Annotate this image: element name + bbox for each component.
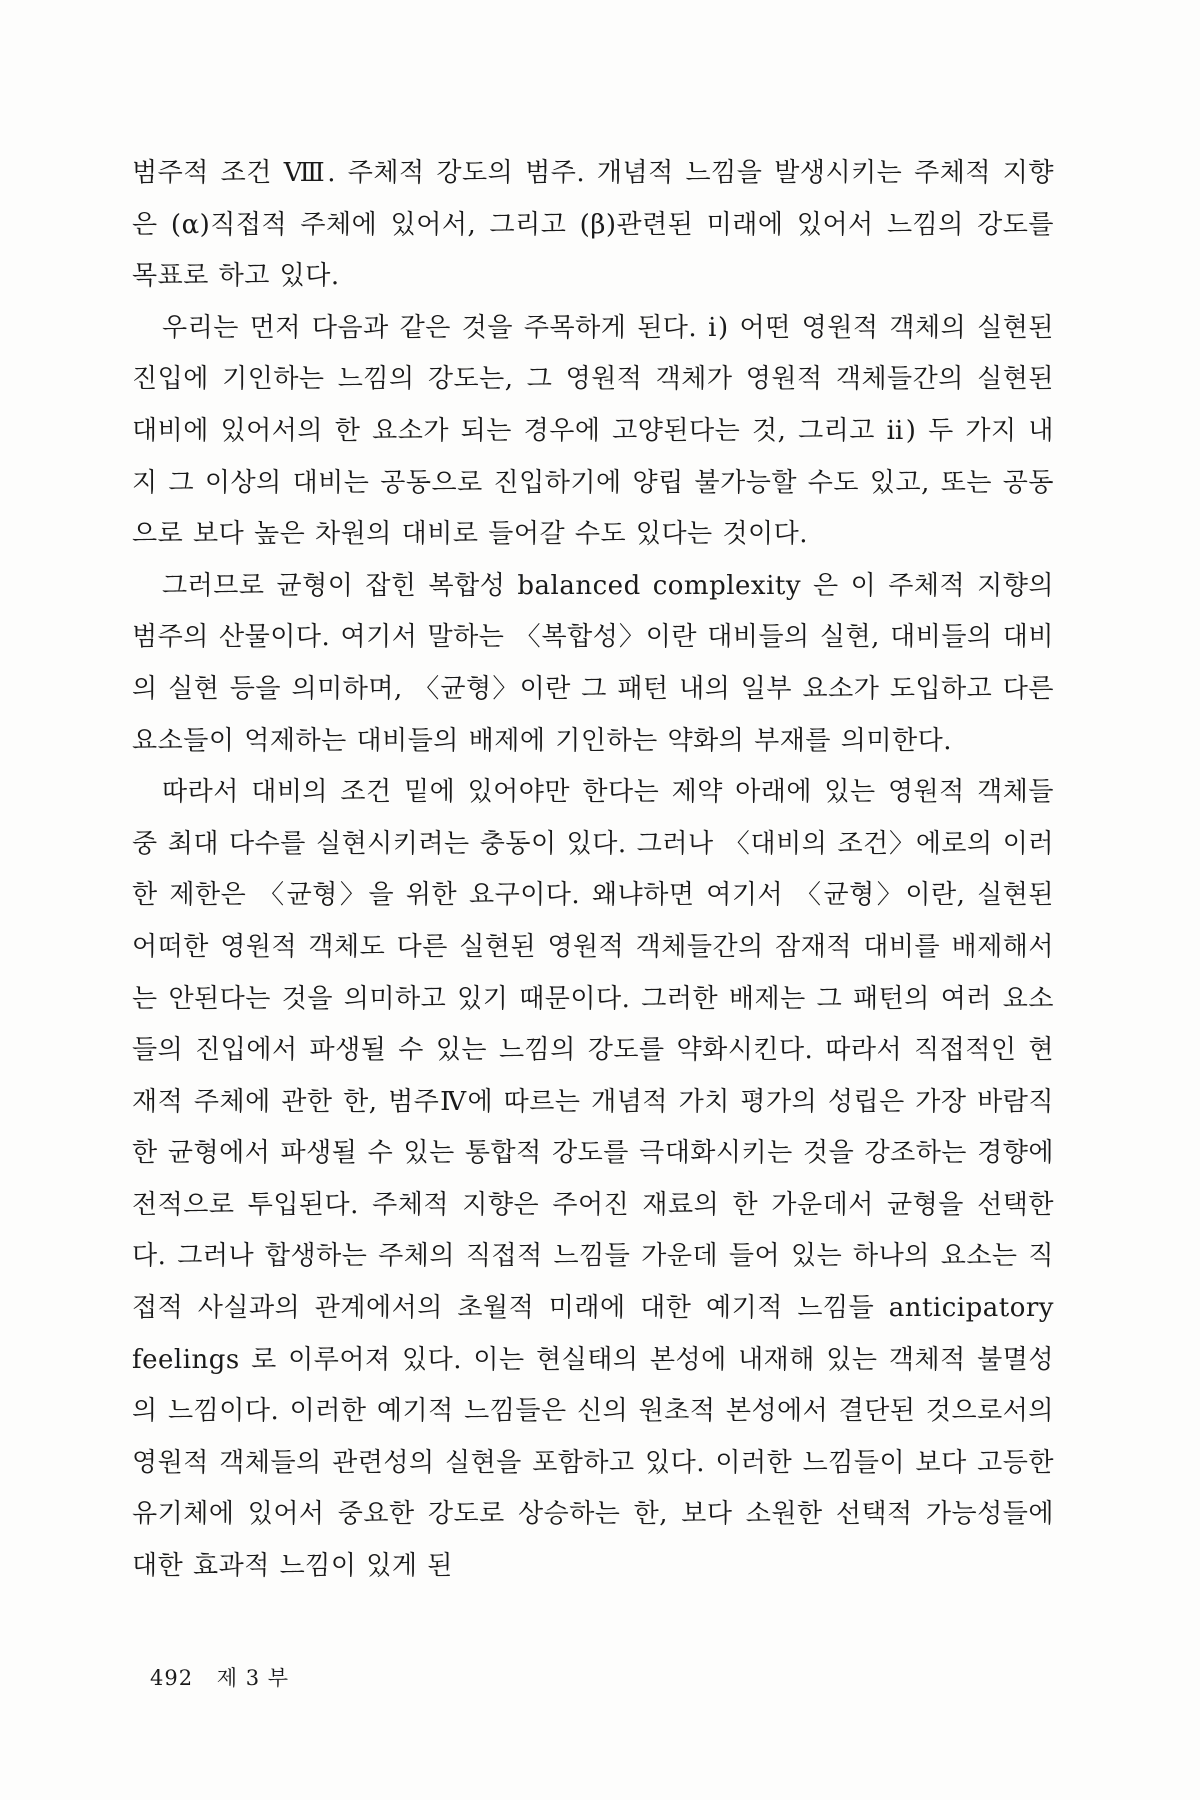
page-footer bbox=[150, 1662, 305, 1692]
page-number: 492 bbox=[150, 1666, 194, 1690]
paragraph-intensity: 우리는 먼저 다음과 같은 것을 주목하게 된다. ⅰ) 어떤 영원적 객체의 실현된 진입에 기인하는 느낌의 강도는, 그 영원적 객체가 영원적 객체들간의 실현된 대비에 있어서의 한 요소가 되는 경우에 고양된다는 것, 그리고 ⅱ) 두 가지 내지 그 이상의 대비는 공동으로 진입하기에 양립 불가능할 수도 있고, 또는 공동으로 보다 높은 차원의 대비로 들어갈 수도 있다는 것이다. bbox=[132, 312, 1054, 550]
paragraph-balanced-complexity: 그러므로 균형이 잡힌 복합성 balanced complexity 은 이 주체적 지향의 범주의 산물이다. 여기서 말하는 〈복합성〉이란 대비들의 실현, 대비들의 대비의 실현 등을 의미하며, 〈균형〉이란 그 패턴 내의 일부 요소가 도입하고 다른 요소들이 억제하는 대비들의 배제에 기인하는 약화의 부재를 의미한다. bbox=[132, 570, 1054, 756]
paragraph-category-eight: 범주적 조건 Ⅷ. 주체적 강도의 범주. 개념적 느낌을 발생시키는 주체적 지향은 (α)직접적 주체에 있어서, 그리고 (β)관련된 미래에 있어서 느낌의 강도를 목표로 하고 있다. bbox=[132, 158, 1054, 292]
part-label: 제 3 부 bbox=[216, 1666, 290, 1690]
paragraph-contrast-condition: 따라서 대비의 조건 밑에 있어야만 한다는 제약 아래에 있는 영원적 객체들 중 최대 다수를 실현시키려는 충동이 있다. 그러나 〈대비의 조건〉에로의 이러한 제한은 〈균형〉을 위한 요구이다. 왜냐하면 여기서 〈균형〉이란, 실현된 어떠한 영원적 객체도 다른 실현된 영원적 객체들간의 잠재적 대비를 배제해서는 안된다는 것을 의미하고 있기 때문이다. 그러한 배제는 그 패턴의 여러 요소들의 진입에서 파생될 수 있는 느낌의 강도를 약화시킨다. 따라서 직접적인 현재적 주체에 관한 한, 범주Ⅳ에 따르는 개념적 가치 평가의 성립은 가장 바람직한 균형에서 파생될 수 있는 통합적 강도를 극대화시키는 것을 강조하는 경향에 전적으로 투입된다. 주체적 지향은 주어진 재료의 한 가운데서 균형을 선택한다. 그러나 합생하는 주체의 직접적 느낌들 가운데 들어 있는 하나의 요소는 직접적 사실과의 관계에서의 초월적 미래에 대한 예기적 느낌들 anticipatory feelings 로 이루어져 있다. 이는 현실태의 본성에 내재해 있는 객체적 불멸성의 느낌이다. 이러한 예기적 느낌들은 신의 원초적 본성에서 결단된 것으로서의 영원적 객체들의 관련성의 실현을 포함하고 있다. 이러한 느낌들이 보다 고등한 유기체에 있어서 중요한 강도로 상승하는 한, 보다 소원한 선택적 가능성들에 대한 효과적 느낌이 있게 된 bbox=[132, 777, 1054, 1582]
body-text bbox=[132, 148, 1054, 1593]
